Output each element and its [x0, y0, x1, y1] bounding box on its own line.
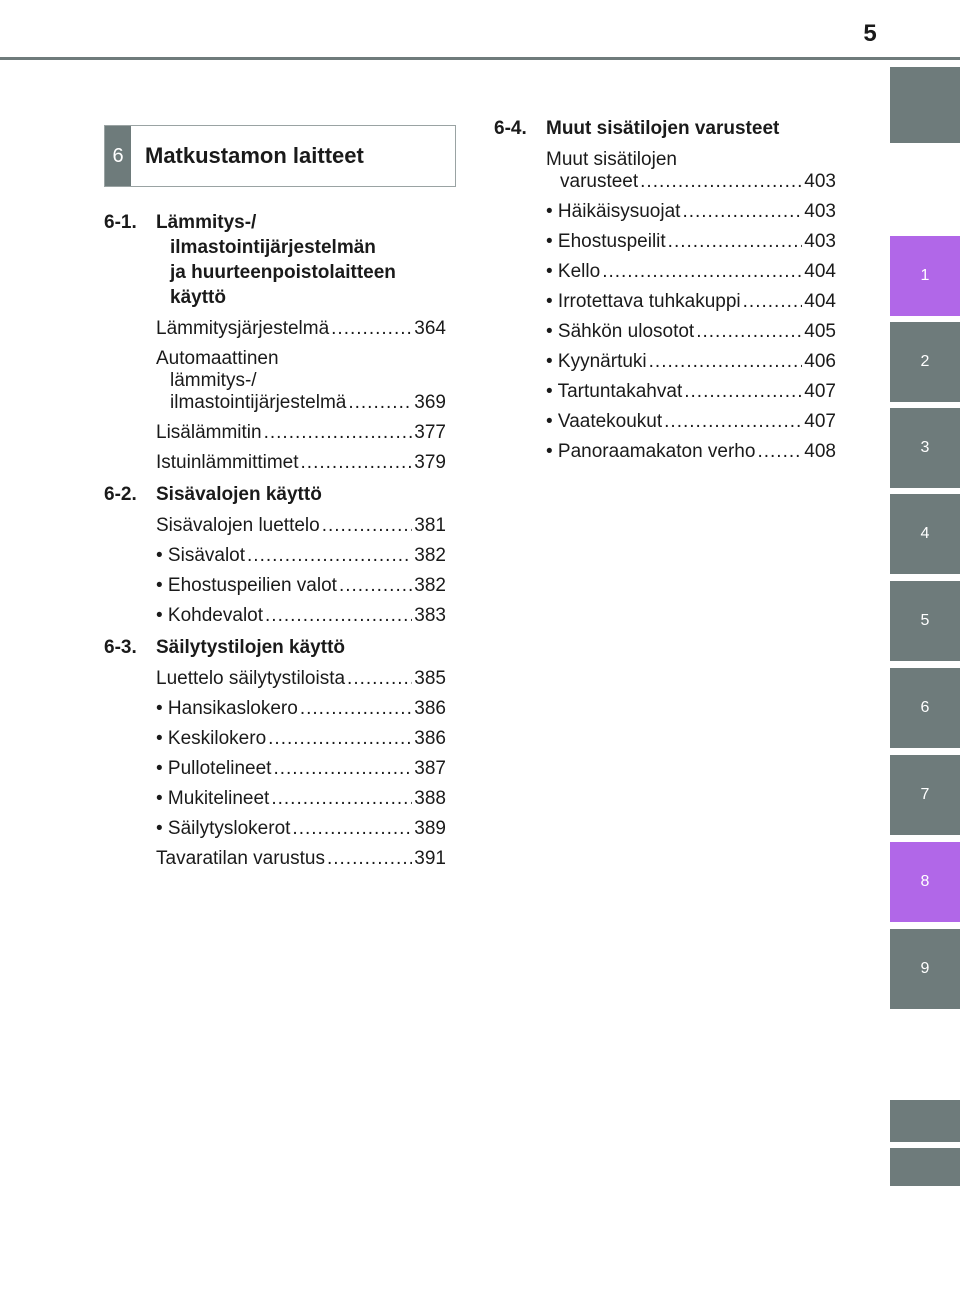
chapter-tab-3[interactable]: [890, 408, 960, 488]
chapter-tab-label: 4: [920, 525, 930, 542]
chapter-tab-2[interactable]: [890, 322, 960, 402]
toc-entry-row: [156, 452, 446, 474]
toc-dot-leader: [602, 261, 802, 283]
toc-page-number: 382: [414, 575, 446, 596]
toc-entry-label: Tavaratilan varustus: [156, 848, 325, 869]
section-header: [104, 125, 456, 187]
chapter-tab-label: 6: [920, 699, 930, 716]
toc-dot-leader: [327, 848, 412, 870]
toc-entry[interactable]: [156, 605, 446, 627]
toc-page-number: 388: [414, 788, 446, 809]
toc-entry-row: [546, 261, 836, 283]
toc-dot-leader: [347, 668, 412, 690]
toc-page-number: 386: [414, 698, 446, 719]
toc-heading-6-2[interactable]: [104, 482, 446, 507]
toc-entry-label: Automaattinen: [156, 348, 279, 369]
toc-entry[interactable]: [546, 321, 836, 343]
chapter-tab-label: 5: [920, 612, 930, 629]
toc-entry[interactable]: [156, 545, 446, 567]
toc-entry-label: Lämmitys-/: [156, 212, 257, 233]
toc-entry[interactable]: [546, 381, 836, 403]
toc-dot-leader: [322, 515, 413, 537]
toc-entry-label: • Vaatekoukut: [546, 411, 663, 432]
toc-entry-label: • Irrotettava tuhkakuppi: [546, 291, 741, 312]
toc-entry[interactable]: [546, 291, 836, 313]
toc-heading-6-4[interactable]: [494, 116, 836, 141]
toc-entry-label: Muut sisätilojen varusteet: [546, 118, 780, 139]
toc-entry-label: • Säilytyslokerot: [156, 818, 291, 839]
toc-entry-label: • Sisävalot: [156, 545, 246, 566]
toc-entry-row: [156, 728, 446, 750]
toc-entry-row: [546, 201, 836, 223]
chapter-tab-label: 2: [920, 353, 930, 370]
toc-entry[interactable]: [156, 318, 446, 340]
toc-entry[interactable]: [546, 149, 836, 193]
toc-page-number: 385: [414, 668, 446, 689]
toc-entry[interactable]: [156, 452, 446, 474]
toc-entry[interactable]: [156, 348, 446, 414]
toc-dot-leader: [649, 351, 803, 373]
toc-entry-label: 6-1.: [104, 212, 137, 233]
section-title: Matkustamon laitteet: [145, 143, 364, 168]
chapter-tab-blank-a[interactable]: [890, 1100, 960, 1142]
toc-page-number: 389: [414, 818, 446, 839]
toc-entry-row: [546, 381, 836, 403]
toc-page-number: 364: [414, 318, 446, 339]
toc-page-number: 391: [414, 848, 446, 869]
toc-entry-row: [156, 848, 446, 870]
toc-entry-label: 6-4.: [494, 118, 527, 139]
toc-dot-leader: [292, 818, 412, 840]
chapter-tab-label: 3: [920, 439, 930, 456]
toc-entry-label: • Panoraamakaton verho: [546, 441, 756, 462]
toc-entry-label: • Häikäisysuojat: [546, 201, 681, 222]
toc-page-number: 407: [804, 381, 836, 402]
toc-entry-label: • Hansikaslokero: [156, 698, 298, 719]
toc-page-number: 382: [414, 545, 446, 566]
toc-entry-row: [156, 605, 446, 627]
page-number: 5: [863, 20, 877, 47]
toc-page-number: 381: [414, 515, 446, 536]
toc-entry-label: Sisävalojen luettelo: [156, 515, 320, 536]
toc-entry-label: Lisälämmitin: [156, 422, 262, 443]
toc-entry-label: Muut sisätilojen: [546, 149, 677, 170]
toc-entry[interactable]: [156, 668, 446, 690]
toc-entry-row: [156, 788, 446, 810]
toc-dot-leader: [300, 698, 412, 720]
header-rule: [0, 57, 960, 60]
toc-dot-leader: [271, 788, 412, 810]
toc-page-number: 407: [804, 411, 836, 432]
toc-right-column: [494, 116, 836, 471]
toc-entry-label: • Kello: [546, 261, 601, 282]
toc-entry[interactable]: [546, 261, 836, 283]
toc-entry-label: • Tartuntakahvat: [546, 381, 683, 402]
toc-dot-leader: [273, 758, 412, 780]
toc-dot-leader: [684, 381, 802, 403]
toc-dot-leader: [743, 291, 803, 313]
toc-dot-leader: [247, 545, 412, 567]
chapter-tab-5[interactable]: [890, 581, 960, 661]
toc-dot-leader: [265, 605, 412, 627]
toc-entry[interactable]: [156, 422, 446, 444]
toc-entry[interactable]: [156, 698, 446, 720]
toc-entry-label: käyttö: [170, 287, 226, 308]
toc-dot-leader: [268, 728, 412, 750]
toc-entry[interactable]: [156, 758, 446, 780]
toc-entry-row: [156, 392, 446, 414]
toc-page-number: 405: [804, 321, 836, 342]
toc-entry[interactable]: [546, 231, 836, 253]
toc-page-number: 369: [414, 392, 446, 413]
chapter-tab-1[interactable]: [890, 236, 960, 316]
toc-dot-leader: [696, 321, 802, 343]
toc-entry-label: Lämmitysjärjestelmä: [156, 318, 330, 339]
toc-page-number: 408: [804, 441, 836, 462]
toc-entry-label: ilmastointijärjestelmä: [170, 392, 347, 413]
toc-left-column: [104, 210, 446, 878]
toc-entry-label: ja huurteenpoistolaitteen: [170, 262, 396, 283]
toc-entry[interactable]: [156, 848, 446, 870]
chapter-tab-9[interactable]: [890, 929, 960, 1009]
toc-entry-label: • Kohdevalot: [156, 605, 264, 626]
toc-entry[interactable]: [546, 411, 836, 433]
toc-entry-row: [156, 422, 446, 444]
chapter-tab-blank-b[interactable]: [890, 1148, 960, 1186]
toc-entry-row: [156, 818, 446, 840]
toc-entry[interactable]: [546, 351, 836, 373]
toc-entry[interactable]: [156, 728, 446, 750]
chapter-tab-8[interactable]: [890, 842, 960, 922]
toc-entry-label: • Sähkön ulosotot: [546, 321, 695, 342]
toc-heading-6-1[interactable]: [104, 210, 446, 310]
toc-page-number: 379: [414, 452, 446, 473]
toc-entry-label: varusteet: [560, 171, 639, 192]
toc-page-number: 387: [414, 758, 446, 779]
chapter-tab-label: 8: [920, 873, 930, 890]
toc-entry-label: • Kyynärtuki: [546, 351, 647, 372]
toc-entry[interactable]: [546, 441, 836, 463]
toc-entry-row: [156, 698, 446, 720]
toc-dot-leader: [301, 452, 413, 474]
toc-entry-row: [546, 321, 836, 343]
toc-entry-row: [156, 545, 446, 567]
toc-page-number: 403: [804, 231, 836, 252]
toc-entry-label: • Mukitelineet: [156, 788, 270, 809]
chapter-tab-label: 1: [920, 267, 930, 284]
toc-entry-row: [546, 291, 836, 313]
toc-dot-leader: [682, 201, 802, 223]
toc-heading-6-3[interactable]: [104, 635, 446, 660]
chapter-tab-blank-top[interactable]: [890, 67, 960, 143]
chapter-tab-6[interactable]: [890, 668, 960, 748]
toc-dot-leader: [664, 411, 802, 433]
toc-entry-label: Luettelo säilytystiloista: [156, 668, 346, 689]
toc-entry[interactable]: [156, 788, 446, 810]
toc-entry-label: Sisävalojen käyttö: [156, 484, 322, 505]
toc-entry-row: [546, 351, 836, 373]
toc-dot-leader: [348, 392, 412, 414]
toc-page-number: 377: [414, 422, 446, 443]
toc-entry-label: 6-2.: [104, 484, 137, 505]
toc-page-number: 404: [804, 261, 836, 282]
toc-entry-label: lämmitys-/: [170, 370, 257, 391]
toc-entry[interactable]: [156, 515, 446, 537]
toc-entry[interactable]: [156, 818, 446, 840]
toc-page-number: 383: [414, 605, 446, 626]
toc-dot-leader: [264, 422, 413, 444]
toc-page-number: 403: [804, 171, 836, 192]
chapter-tab-label: 7: [920, 786, 930, 803]
toc-dot-leader: [640, 171, 802, 193]
toc-page-number: 404: [804, 291, 836, 312]
toc-entry-row: [156, 515, 446, 537]
toc-dot-leader: [331, 318, 412, 340]
toc-page-number: 406: [804, 351, 836, 372]
toc-entry-label: [156, 210, 446, 310]
toc-dot-leader: [668, 231, 803, 253]
toc-entry-row: [546, 171, 836, 193]
toc-entry-label: ilmastointijärjestelmän: [170, 237, 376, 258]
toc-entry-row: [156, 575, 446, 597]
toc-entry-row: [546, 231, 836, 253]
toc-entry-label: 6-3.: [104, 637, 137, 658]
toc-entry[interactable]: [156, 575, 446, 597]
section-number: 6: [105, 126, 131, 186]
toc-entry-label: Istuinlämmittimet: [156, 452, 299, 473]
toc-page-number: 403: [804, 201, 836, 222]
toc-page-number: 386: [414, 728, 446, 749]
toc-entry-label: • Ehostuspeilien valot: [156, 575, 337, 596]
toc-entry-row: [546, 411, 836, 433]
toc-entry-label: Säilytystilojen käyttö: [156, 637, 346, 658]
toc-entry-label: • Pullotelineet: [156, 758, 272, 779]
toc-dot-leader: [757, 441, 802, 463]
toc-entry-row: [156, 758, 446, 780]
toc-entry-row: [546, 441, 836, 463]
toc-dot-leader: [339, 575, 412, 597]
toc-entry-label: • Ehostuspeilit: [546, 231, 666, 252]
toc-entry-row: [156, 318, 446, 340]
toc-entry[interactable]: [546, 201, 836, 223]
chapter-tab-4[interactable]: [890, 494, 960, 574]
chapter-tab-label: 9: [920, 960, 930, 977]
toc-entry-label: • Keskilokero: [156, 728, 267, 749]
chapter-tab-7[interactable]: [890, 755, 960, 835]
toc-entry-row: [156, 668, 446, 690]
